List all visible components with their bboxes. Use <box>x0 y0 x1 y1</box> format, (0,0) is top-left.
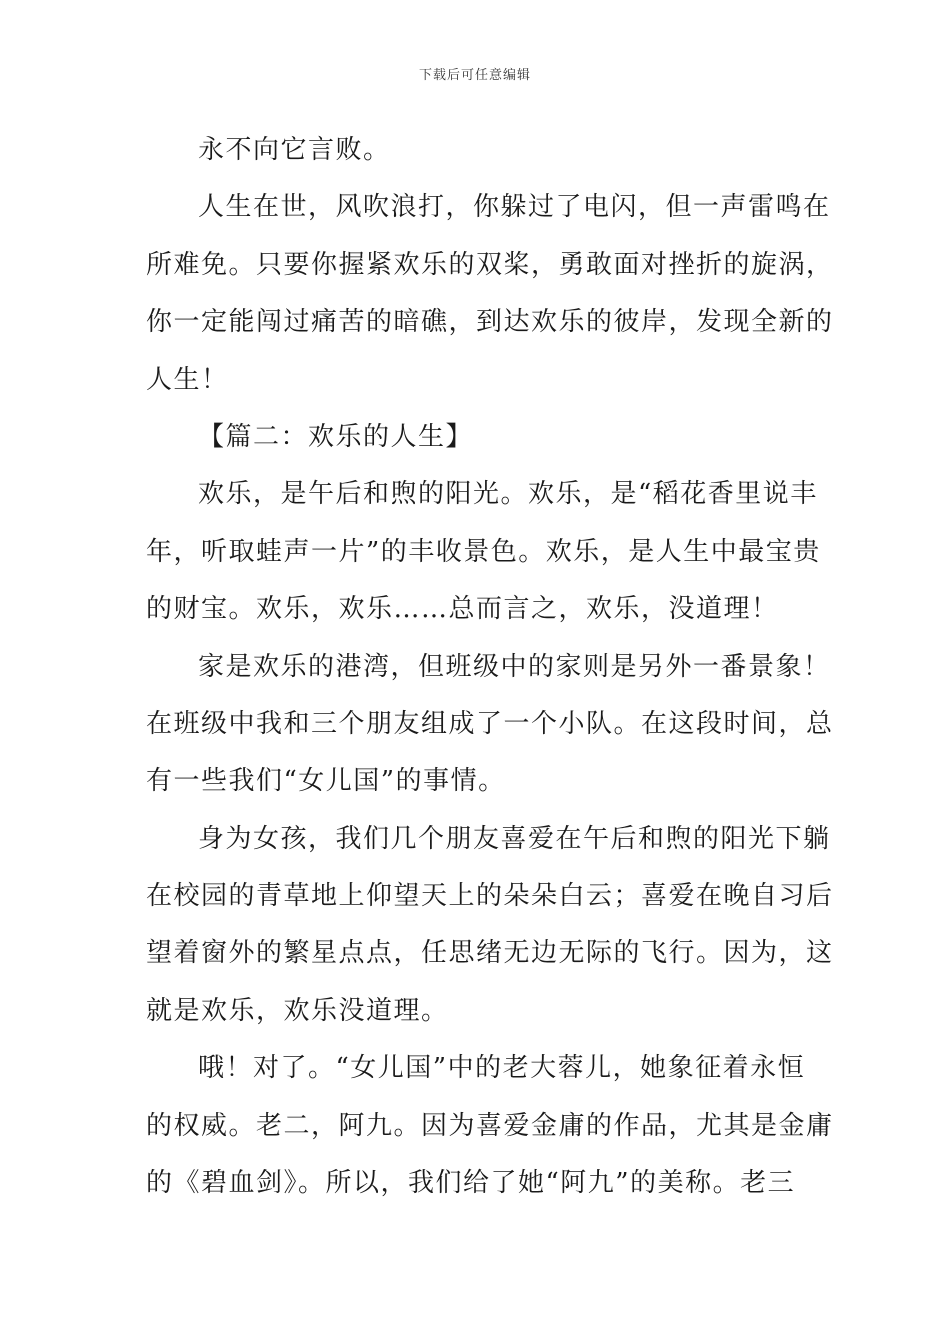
text-line: 哦！对了。“女儿国”中的老大蓉儿，她象征着永恒 <box>198 1053 806 1084</box>
text-line: 年，听取蛙声一片”的丰收景色。欢乐，是人生中最宝贵 <box>146 536 821 567</box>
text-line: 所难免。只要你握紧欢乐的双桨，勇敢面对挫折的旋涡， <box>146 249 834 280</box>
text-line: 【篇二：欢乐的人生】 <box>198 421 474 452</box>
text-line: 欢乐，是午后和煦的阳光。欢乐，是“稻花香里说丰 <box>198 479 818 510</box>
text-line: 身为女孩，我们几个朋友喜爱在午后和煦的阳光下躺 <box>198 823 831 854</box>
text-line: 有一些我们“女儿国”的事情。 <box>146 766 506 797</box>
text-line: 的《碧血剑》。所以，我们给了她“阿九”的美称。老三 <box>146 1168 796 1199</box>
text-line: 在班级中我和三个朋友组成了一个小队。在这段时间，总 <box>146 708 834 739</box>
text-line: 人生在世，风吹浪打，你躲过了电闪，但一声雷鸣在 <box>198 192 831 223</box>
text-line: 就是欢乐，欢乐没道理。 <box>146 995 449 1026</box>
text-line: 望着窗外的繁星点点，任思绪无边无际的飞行。因为，这 <box>146 938 834 969</box>
text-line: 的财宝。欢乐，欢乐……总而言之，欢乐，没道理！ <box>146 594 779 625</box>
text-line: 永不向它言败。 <box>198 135 391 165</box>
text-line: 在校园的青草地上仰望天上的朵朵白云；喜爱在晚自习后 <box>146 881 834 912</box>
text-line: 家是欢乐的港湾，但班级中的家则是另外一番景象！ <box>198 651 831 682</box>
text-line: 的权威。老二，阿九。因为喜爱金庸的作品，尤其是金庸 <box>146 1110 834 1141</box>
text-line: 人生！ <box>146 364 229 395</box>
text-line: 你一定能闯过痛苦的暗礁，到达欢乐的彼岸，发现全新的 <box>146 307 834 338</box>
page-header: 下载后可任意编辑 <box>418 68 531 83</box>
document-body <box>146 122 834 1212</box>
